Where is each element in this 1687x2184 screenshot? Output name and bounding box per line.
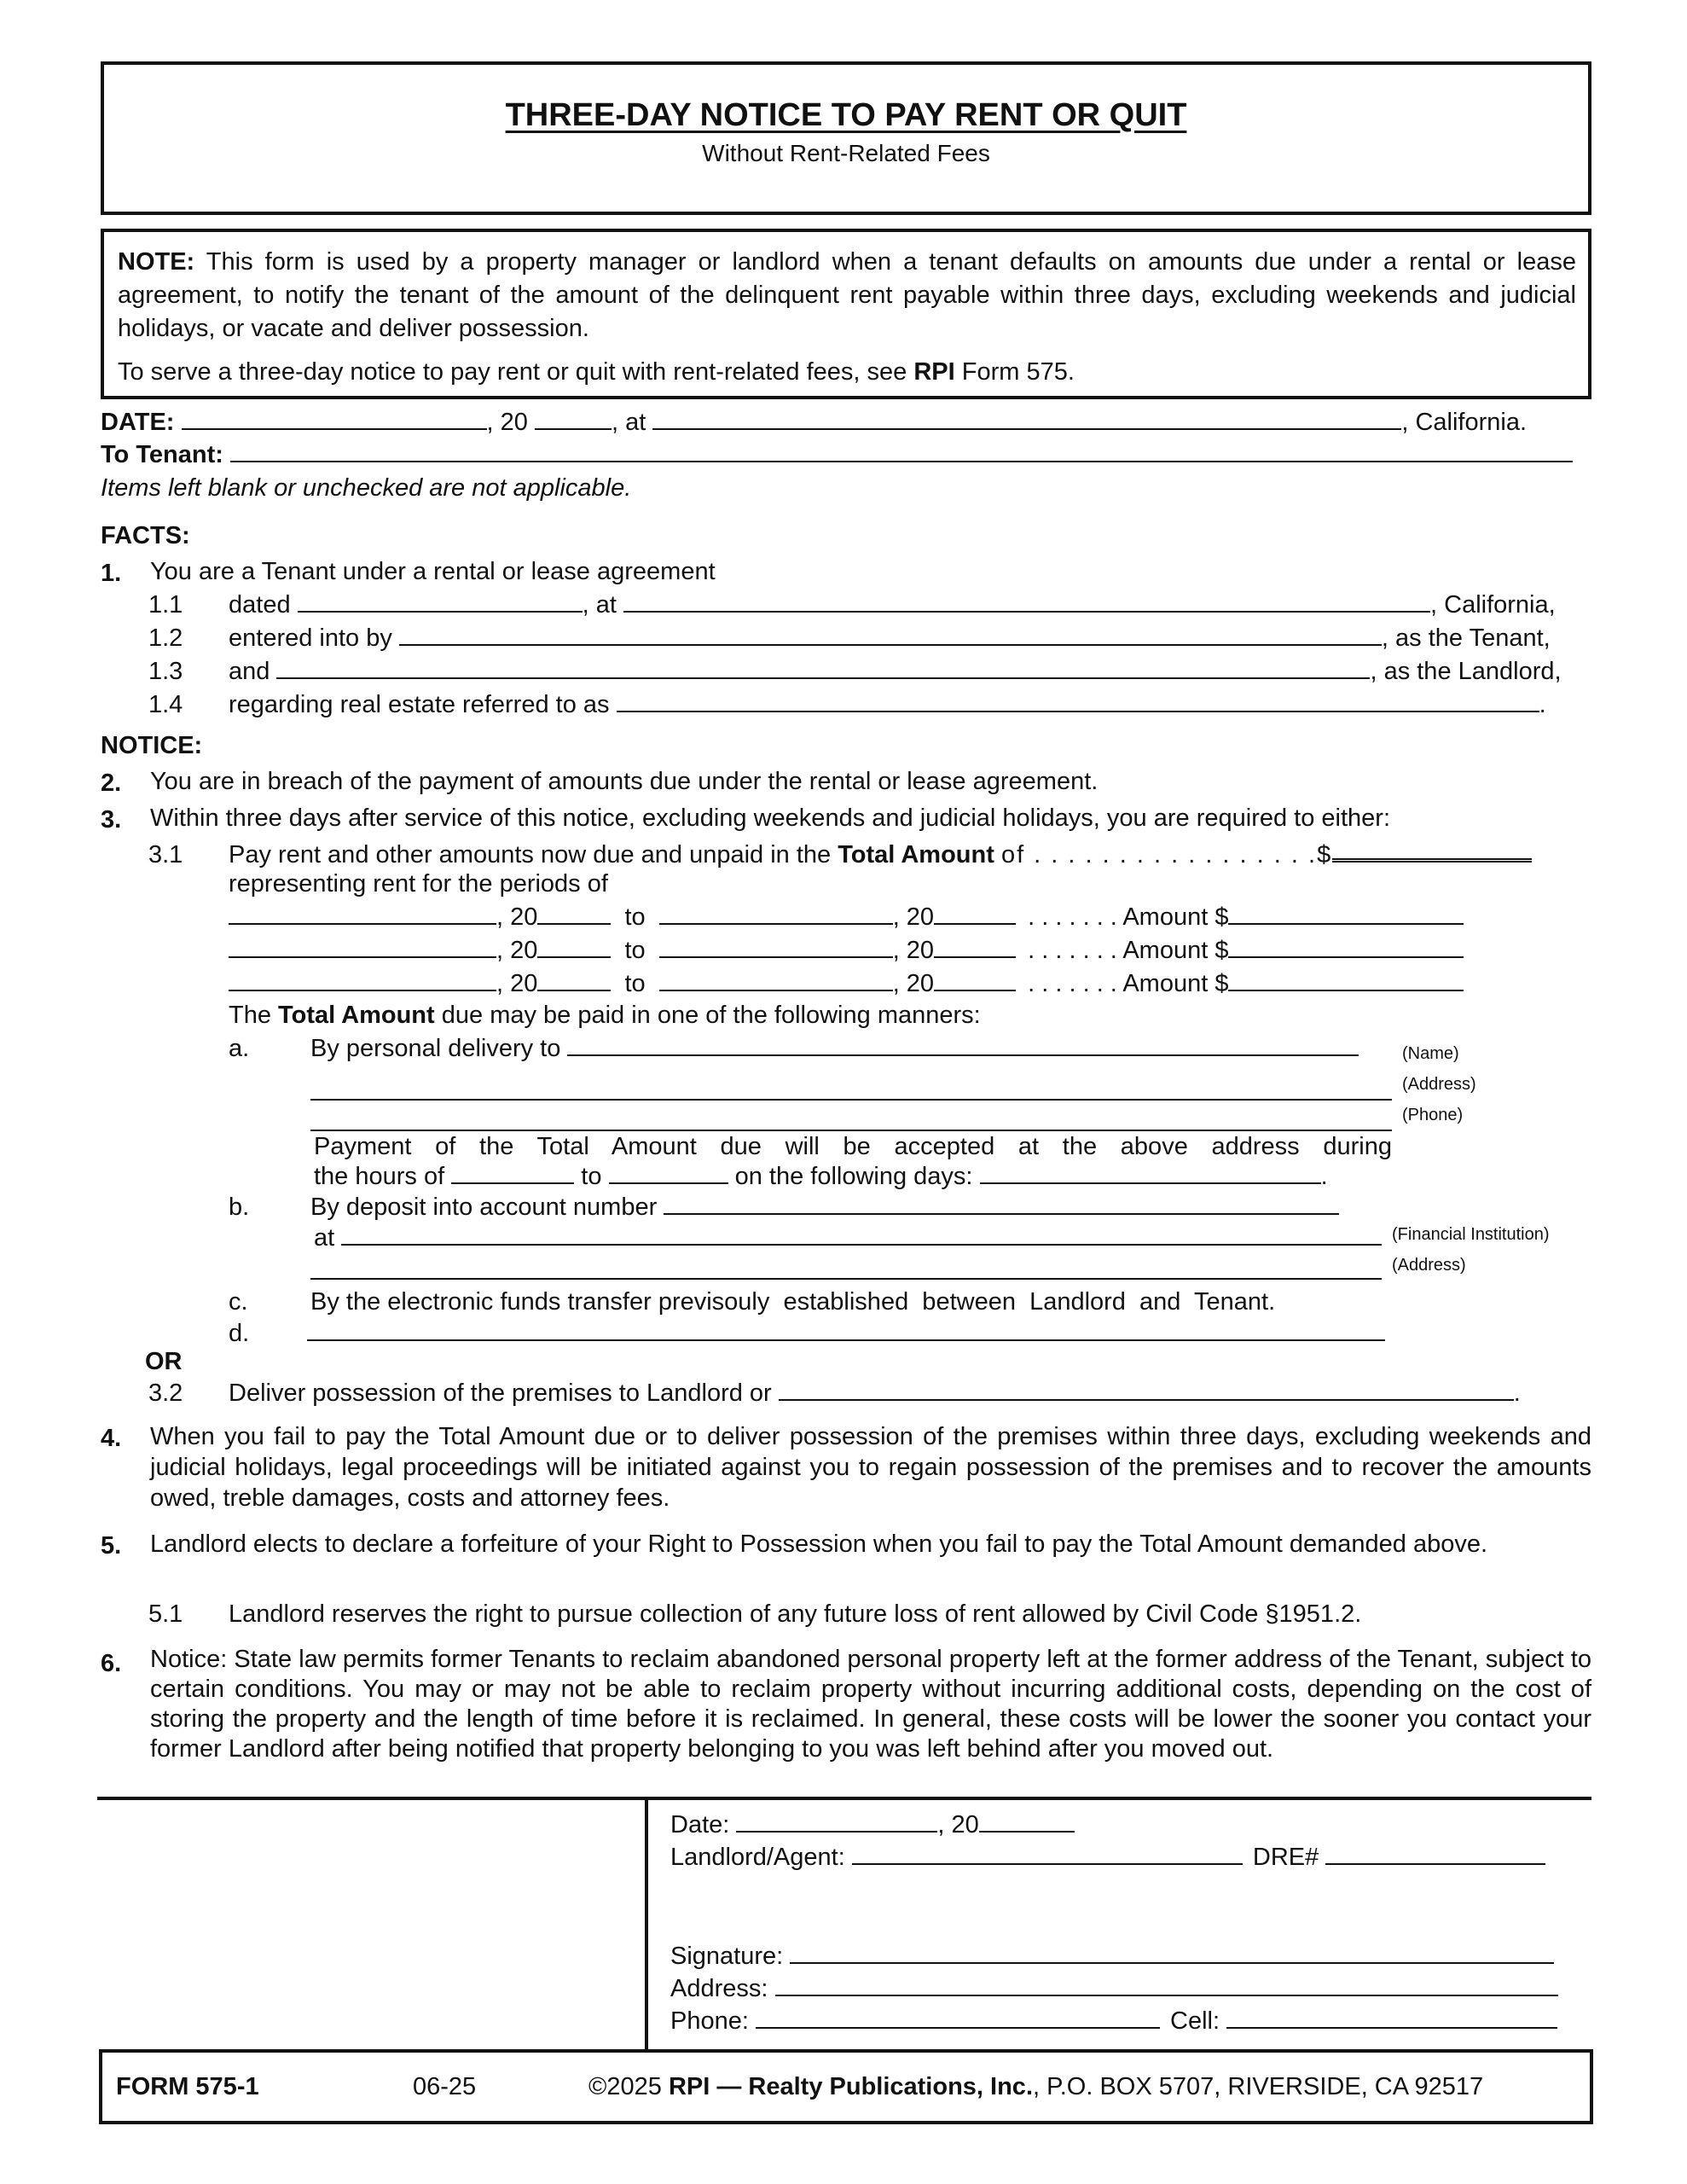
option-a: a. By personal delivery to xyxy=(229,1032,1359,1064)
dated-field[interactable] xyxy=(298,589,583,613)
period-start-year-field[interactable] xyxy=(537,967,611,991)
item-1-text: You are a Tenant under a rental or lease agreement xyxy=(150,558,716,585)
period-row: , 20 to , 20 . . . . . . . Amount $ xyxy=(229,967,1464,999)
period-end-field[interactable] xyxy=(659,934,893,958)
period-start-field[interactable] xyxy=(229,967,496,991)
item-6-number: 6. xyxy=(101,1650,122,1677)
or-label: OR xyxy=(145,1348,183,1375)
other-method-field[interactable] xyxy=(307,1317,1385,1341)
accept-text: Payment of the Total Amount due will be accepted at the above address during xyxy=(314,1133,1392,1160)
fact-1-4: 1.4 regarding real estate referred to as . xyxy=(148,688,1546,720)
institution-address-tag: (Address) xyxy=(1392,1256,1466,1275)
form-number: FORM 575-1 xyxy=(116,2073,259,2100)
period-end-year-field[interactable] xyxy=(934,967,1016,991)
periods-label: representing rent for the periods of xyxy=(229,870,608,897)
signature-rule xyxy=(97,1797,1591,1800)
note-serve: To serve a three-day notice to pay rent or quit with rent-related fees, see RPI Form 575. xyxy=(118,358,1075,386)
item-2-text: You are in breach of the payment of amounts due under the rental or lease agreement. xyxy=(150,768,1099,795)
name-tag: (Name) xyxy=(1402,1044,1459,1063)
signature-field[interactable] xyxy=(790,1940,1554,1964)
date-field[interactable] xyxy=(182,406,487,430)
period-end-year-field[interactable] xyxy=(934,934,1016,958)
note-box xyxy=(101,229,1591,399)
tenant-name-field[interactable] xyxy=(399,622,1382,646)
sig-address-field[interactable] xyxy=(775,1972,1558,1996)
delivery-phone-field[interactable] xyxy=(310,1107,1392,1131)
footer-box xyxy=(99,2049,1593,2124)
option-c: c. By the electronic funds transfer previsouly established between Landlord and Tenant. xyxy=(229,1288,1276,1316)
item-2-number: 2. xyxy=(101,770,122,797)
real-estate-field[interactable] xyxy=(617,688,1539,712)
item-5-number: 5. xyxy=(101,1532,122,1560)
agent-line: Landlord/Agent: DRE# xyxy=(670,1841,1545,1873)
option-b-at: at xyxy=(314,1222,1382,1253)
period-row: , 20 to , 20 . . . . . . . Amount $ xyxy=(229,901,1464,932)
landlord-name-field[interactable] xyxy=(276,655,1370,679)
item-6-text: Notice: State law permits former Tenants to reclaim abandoned personal property left at the former address of the Tenant, subject to certain conditions. You may or may not be able to reclaim property without incurring additional costs, depending on the cost of storing the property and the length of time before it is reclaimed. In general, these costs will be lower the sooner you contact your former Landlord after being notified that property belonging to you was left behind after you moved out. xyxy=(150,1646,1591,1763)
address-tag: (Address) xyxy=(1402,1075,1476,1094)
account-number-field[interactable] xyxy=(664,1191,1339,1215)
days-field[interactable] xyxy=(980,1160,1321,1184)
option-b: b. By deposit into account number xyxy=(229,1191,1339,1223)
item-1-number: 1. xyxy=(101,560,122,587)
period-row: , 20 to , 20 . . . . . . . Amount $ xyxy=(229,934,1464,966)
sig-phone-line: Phone: Cell: xyxy=(670,2005,1557,2036)
signature-divider xyxy=(645,1800,648,2049)
accept-hours-line: the hours of to on the following days: . xyxy=(314,1160,1328,1192)
period-start-field[interactable] xyxy=(229,934,496,958)
item-4-text: When you fail to pay the Total Amount due or to deliver possession of the premises within three days, excluding weekends and judicial holidays, legal proceedings will be initiated against you to regain possession of the premises and to recover the amounts owed, treble damages, costs and attorney fees. xyxy=(150,1423,1591,1512)
cell-field[interactable] xyxy=(1226,2005,1557,2029)
title-box xyxy=(101,61,1591,215)
item-5-text: Landlord elects to declare a forfeiture of your Right to Possession when you fail to pay the Total Amount demanded above. xyxy=(150,1531,1488,1558)
tenant-line: To Tenant: xyxy=(101,439,1573,470)
period-start-year-field[interactable] xyxy=(537,901,611,925)
dre-field[interactable] xyxy=(1325,1841,1545,1865)
form-title: THREE-DAY NOTICE TO PAY RENT OR QUIT xyxy=(505,97,1187,133)
possession-to-field[interactable] xyxy=(779,1377,1514,1401)
financial-institution-tag: (Financial Institution) xyxy=(1392,1225,1550,1244)
hours-from-field[interactable] xyxy=(451,1160,574,1184)
sig-date-line: Date: , 20 xyxy=(670,1809,1075,1840)
city-field[interactable] xyxy=(652,406,1401,430)
financial-institution-field[interactable] xyxy=(341,1222,1382,1246)
item-5-1: 5.1 Landlord reserves the right to pursue collection of any future loss of rent allowed by Civil Code §1951.2. xyxy=(148,1600,1362,1628)
hours-to-field[interactable] xyxy=(609,1160,728,1184)
sig-year-field[interactable] xyxy=(979,1809,1075,1833)
period-amount-field[interactable] xyxy=(1228,967,1464,991)
option-d: d. xyxy=(229,1317,1385,1349)
form-revision: 06-25 xyxy=(413,2073,477,2100)
fact-1-1: 1.1 dated , at , California, xyxy=(148,589,1556,620)
item-3-text: Within three days after service of this notice, excluding weekends and judicial holidays, you are required to either: xyxy=(150,804,1391,832)
notice-heading: NOTICE: xyxy=(101,732,203,759)
year-field[interactable] xyxy=(535,406,612,430)
payment-manner: The Total Amount due may be paid in one of the following manners: xyxy=(229,1002,981,1029)
period-amount-field[interactable] xyxy=(1228,901,1464,925)
phone-field[interactable] xyxy=(756,2005,1160,2029)
item-3-2: 3.2 Deliver possession of the premises to Landlord or . xyxy=(148,1377,1521,1409)
facts-heading: FACTS: xyxy=(101,522,190,549)
sig-date-field[interactable] xyxy=(736,1809,937,1833)
tenant-field[interactable] xyxy=(230,439,1573,462)
total-amount-field[interactable] xyxy=(1332,836,1532,863)
period-end-field[interactable] xyxy=(659,901,893,925)
agent-field[interactable] xyxy=(852,1841,1243,1865)
item-3-1: 3.1 Pay rent and other amounts now due and unpaid in the Total Amount of . . . . . . . . . . . . . . . . .$ xyxy=(148,836,1532,870)
fact-1-3: 1.3 and , as the Landlord, xyxy=(148,655,1562,687)
note-text: NOTE: This form is used by a property manager or landlord when a tenant defaults on amounts due under a rental or lease agreement, to notify the tenant of the amount of the delinquent rent payable within three days, excluding weekends and judicial holidays, or vacate and deliver possession. xyxy=(118,248,1576,342)
period-end-year-field[interactable] xyxy=(934,901,1016,925)
delivery-name-field[interactable] xyxy=(567,1032,1359,1056)
period-amount-field[interactable] xyxy=(1228,934,1464,958)
sig-address-line: Address: xyxy=(670,1972,1558,2004)
copyright: ©2025 RPI — Realty Publications, Inc., P.O. BOX 5707, RIVERSIDE, CA 92517 xyxy=(588,2073,1484,2100)
item-4-number: 4. xyxy=(101,1425,122,1452)
phone-tag: (Phone) xyxy=(1402,1106,1464,1124)
period-end-field[interactable] xyxy=(659,967,893,991)
item-3-number: 3. xyxy=(101,806,122,834)
signature-line: Signature: xyxy=(670,1940,1554,1972)
fact-1-2: 1.2 entered into by , as the Tenant, xyxy=(148,622,1551,653)
institution-address-field[interactable] xyxy=(310,1256,1382,1280)
blank-note: Items left blank or unchecked are not applicable. xyxy=(101,474,632,502)
form-subtitle: Without Rent-Related Fees xyxy=(702,140,990,166)
period-start-field[interactable] xyxy=(229,901,496,925)
period-start-year-field[interactable] xyxy=(537,934,611,958)
lease-city-field[interactable] xyxy=(623,589,1430,613)
date-line: DATE: , 20 , at , California. xyxy=(101,406,1591,438)
delivery-address-field[interactable] xyxy=(310,1077,1392,1101)
